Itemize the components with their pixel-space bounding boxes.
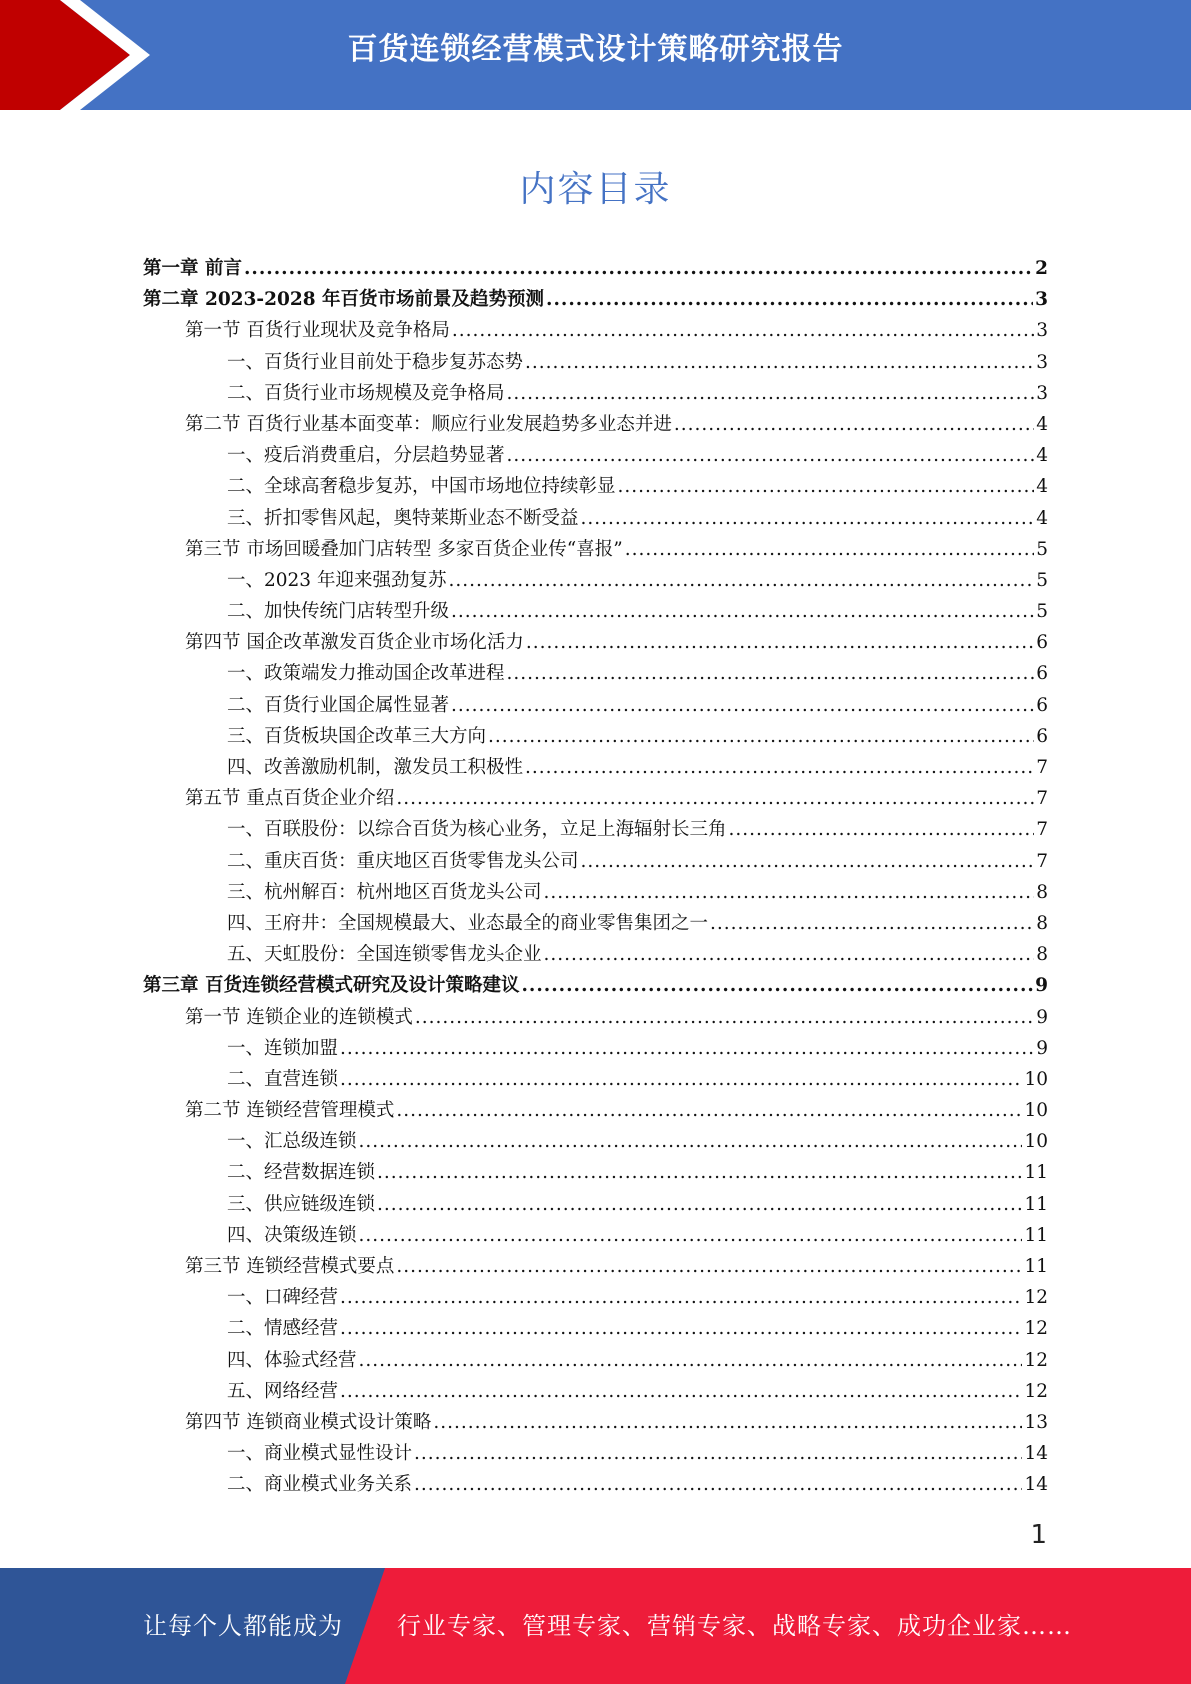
toc-entry[interactable]: [143, 1189, 1048, 1220]
toc-dot-leader: [546, 284, 1033, 315]
toc-entry[interactable]: [143, 846, 1048, 877]
toc-entry-page: 12: [1024, 1349, 1048, 1371]
toc-dot-leader: [674, 409, 1034, 440]
toc-entry-title: 第一章 前言: [143, 258, 242, 279]
toc-entry[interactable]: [143, 783, 1048, 814]
toc-entry-page: 4: [1036, 413, 1048, 435]
toc-entry[interactable]: [143, 1033, 1048, 1064]
toc-entry-title: 四、体验式经营: [227, 1349, 357, 1371]
toc-entry-page: 12: [1024, 1318, 1048, 1340]
toc-entry-page: 3: [1035, 289, 1048, 311]
toc-entry-title: 三、百货板块国企改革三大方向: [227, 725, 487, 747]
toc-entry-title: 五、天虹股份：全国连锁零售龙头企业: [227, 944, 542, 966]
toc-entry-page: 8: [1036, 912, 1048, 934]
toc-entry[interactable]: [143, 1002, 1048, 1033]
toc-entry-page: 11: [1024, 1256, 1048, 1277]
toc-entry-title: 二、经营数据连锁: [227, 1162, 376, 1184]
toc-entry[interactable]: [143, 908, 1048, 939]
toc-entry-title: 一、政策端发力推动国企改革进程: [227, 663, 505, 685]
toc-entry[interactable]: [143, 627, 1048, 658]
page-number: 1: [1030, 1520, 1047, 1550]
toc-entry-page: 4: [1036, 507, 1048, 529]
toc-entry[interactable]: [143, 315, 1048, 346]
toc-entry[interactable]: [143, 1313, 1048, 1344]
toc-dot-leader: [507, 378, 1035, 409]
toc-entry-title: 一、商业模式显性设计: [227, 1443, 413, 1465]
toc-dot-leader: [521, 970, 1033, 1001]
toc-entry-page: 10: [1024, 1068, 1048, 1090]
toc-entry-title: 五、网络经营: [227, 1380, 339, 1402]
toc-dot-leader: [433, 1407, 1022, 1438]
toc-entry-title: 第三节 市场回暖叠加门店转型 多家百货企业传“喜报”: [185, 538, 623, 560]
toc-entry-page: 7: [1036, 819, 1048, 841]
toc-entry-page: 10: [1024, 1100, 1048, 1122]
toc-entry-title: 一、百联股份：以综合百货为核心业务，立足上海辐射长三角: [227, 819, 727, 841]
toc-dot-leader: [525, 752, 1034, 783]
toc-dot-leader: [581, 503, 1035, 534]
toc-entry-title: 一、2023 年迎来强劲复苏: [227, 569, 447, 591]
toc-entry[interactable]: [143, 1251, 1048, 1282]
toc-dot-leader: [340, 1033, 1034, 1064]
toc-entry-title: 第二节 百货行业基本面变革：顺应行业发展趋势多业态并进: [185, 413, 672, 435]
toc-dot-leader: [340, 1376, 1022, 1407]
toc-entry[interactable]: [143, 1126, 1048, 1157]
toc-entry[interactable]: [143, 1407, 1048, 1438]
toc-entry-title: 一、疫后消费重启，分层趋势显著: [227, 445, 505, 467]
toc-heading: 内容目录: [519, 169, 672, 210]
toc-entry-title: 二、加快传统门店转型升级: [227, 601, 450, 623]
toc-entry-page: 4: [1036, 445, 1048, 467]
toc-entry-page: 4: [1036, 476, 1048, 498]
toc-entry[interactable]: [143, 721, 1048, 752]
toc-entry-title: 二、情感经营: [227, 1318, 339, 1340]
toc-entry-title: 一、口碑经营: [227, 1287, 339, 1309]
toc-entry[interactable]: [143, 534, 1048, 565]
toc-dot-leader: [340, 1313, 1022, 1344]
toc-entry-page: 11: [1024, 1193, 1048, 1215]
toc-entry-title: 二、重庆百货：重庆地区百货零售龙头公司: [227, 850, 579, 872]
toc-entry[interactable]: [143, 658, 1048, 689]
toc-entry-title: 一、百货行业目前处于稳步复苏态势: [227, 351, 524, 373]
toc-entry-page: 5: [1036, 601, 1048, 623]
toc-entry-page: 6: [1036, 663, 1048, 685]
toc-dot-leader: [377, 1189, 1022, 1220]
toc-entry[interactable]: [143, 1438, 1048, 1469]
toc-entry[interactable]: [143, 284, 1048, 315]
toc-entry-title: 第三节 连锁经营模式要点: [185, 1256, 395, 1277]
toc-dot-leader: [526, 627, 1034, 658]
toc-entry-title: 四、王府井：全国规模最大、业态最全的商业零售集团之一: [227, 912, 709, 934]
toc-entry[interactable]: [143, 877, 1048, 908]
toc-dot-leader: [451, 690, 1034, 721]
toc-entry-page: 6: [1036, 632, 1048, 654]
toc-entry-page: 6: [1036, 725, 1048, 747]
toc-entry-page: 10: [1024, 1131, 1048, 1153]
page-footer: [0, 1568, 1191, 1684]
toc-entry-title: 第一节 连锁企业的连锁模式: [185, 1006, 413, 1028]
toc-entry[interactable]: [143, 970, 1048, 1001]
toc-entry[interactable]: [143, 1157, 1048, 1188]
toc-entry-page: 3: [1036, 351, 1048, 373]
toc-entry-title: 第二章 2023-2028 年百货市场前景及趋势预测: [143, 289, 545, 311]
toc-entry[interactable]: [143, 1376, 1048, 1407]
toc-entry-page: 11: [1024, 1224, 1048, 1246]
toc-entry-page: 9: [1036, 1006, 1048, 1028]
toc-entry-title: 第四节 连锁商业模式设计策略: [185, 1411, 432, 1433]
toc-entry[interactable]: [143, 596, 1048, 627]
toc-dot-leader: [414, 1469, 1022, 1500]
toc-entry-page: 7: [1036, 850, 1048, 872]
toc-entry-title: 三、折扣零售风起，奥特莱斯业态不断受益: [227, 507, 579, 529]
toc-entry[interactable]: [143, 814, 1048, 845]
toc-dot-leader: [396, 1095, 1022, 1126]
toc-entry-page: 9: [1036, 1037, 1048, 1059]
toc-entry-page: 6: [1036, 694, 1048, 716]
toc-dot-leader: [396, 783, 1034, 814]
toc-entry-title: 第二节 连锁经营管理模式: [185, 1100, 395, 1122]
toc-dot-leader: [544, 939, 1035, 970]
toc-entry-title: 第五节 重点百货企业介绍: [185, 788, 395, 810]
toc-dot-leader: [488, 721, 1034, 752]
toc-entry[interactable]: [143, 565, 1048, 596]
toc-dot-leader: [414, 1438, 1022, 1469]
toc-dot-leader: [415, 1002, 1034, 1033]
toc-entry-title: 第一节 百货行业现状及竞争格局: [185, 320, 450, 342]
toc-dot-leader: [359, 1345, 1023, 1376]
footer-slogan-right: 行业专家、管理专家、营销专家、战略专家、成功企业家……: [397, 1612, 1072, 1640]
toc-entry-page: 8: [1036, 944, 1048, 966]
toc-dot-leader: [729, 814, 1035, 845]
toc-entry[interactable]: [143, 690, 1048, 721]
toc-dot-leader: [710, 908, 1034, 939]
toc-entry[interactable]: [143, 1220, 1048, 1251]
toc-dot-leader: [244, 253, 1033, 284]
toc-entry[interactable]: [143, 1282, 1048, 1313]
toc-entry-page: 11: [1024, 1162, 1048, 1184]
toc-dot-leader: [377, 1157, 1022, 1188]
toc-dot-leader: [625, 534, 1035, 565]
toc-dot-leader: [359, 1126, 1023, 1157]
toc-dot-leader: [581, 846, 1035, 877]
toc-dot-leader: [507, 440, 1035, 471]
toc-entry[interactable]: [143, 752, 1048, 783]
toc-dot-leader: [396, 1251, 1022, 1282]
toc-entry[interactable]: [143, 378, 1048, 409]
header-title: 百货连锁经营模式设计策略研究报告: [347, 32, 844, 67]
toc-entry-title: 二、全球高奢稳步复苏，中国市场地位持续彰显: [227, 476, 616, 498]
toc-entry-page: 8: [1036, 881, 1048, 903]
toc-entry[interactable]: [143, 939, 1048, 970]
toc-entry-title: 第三章 百货连锁经营模式研究及设计策略建议: [143, 975, 520, 997]
toc-dot-leader: [544, 877, 1035, 908]
toc-dot-leader: [359, 1220, 1023, 1251]
toc-entry-page: 14: [1024, 1474, 1048, 1496]
toc-entry-page: 9: [1035, 975, 1048, 997]
toc-entry-title: 一、汇总级连锁: [227, 1131, 357, 1153]
toc-entry[interactable]: [143, 253, 1048, 284]
toc-entry[interactable]: [143, 1095, 1048, 1126]
toc-dot-leader: [448, 565, 1034, 596]
toc-entry-page: 5: [1036, 538, 1048, 560]
toc-entry[interactable]: [143, 1064, 1048, 1095]
toc-entry-page: 7: [1036, 757, 1048, 778]
toc-entry-page: 3: [1036, 382, 1048, 404]
toc-entry-page: 7: [1036, 788, 1048, 810]
toc-entry-page: 5: [1036, 569, 1048, 591]
toc-entry-title: 二、百货行业国企属性显著: [227, 694, 450, 716]
toc-entry[interactable]: [143, 347, 1048, 378]
toc-dot-leader: [340, 1064, 1022, 1095]
table-of-contents: [143, 253, 1048, 1501]
toc-entry-title: 四、改善激励机制，激发员工积极性: [227, 757, 524, 778]
page-header: [0, 0, 1191, 110]
toc-entry-page: 14: [1024, 1443, 1048, 1465]
toc-dot-leader: [618, 471, 1035, 502]
toc-entry[interactable]: [143, 440, 1048, 471]
toc-entry-page: 3: [1036, 320, 1048, 342]
toc-entry-title: 二、直营连锁: [227, 1068, 339, 1090]
toc-entry-title: 三、杭州解百：杭州地区百货龙头公司: [227, 881, 542, 903]
toc-entry-page: 2: [1035, 258, 1048, 279]
toc-dot-leader: [452, 315, 1034, 346]
toc-entry-page: 12: [1024, 1287, 1048, 1309]
toc-dot-leader: [451, 596, 1034, 627]
toc-dot-leader: [525, 347, 1034, 378]
toc-entry-title: 二、商业模式业务关系: [227, 1474, 413, 1496]
toc-entry-title: 四、决策级连锁: [227, 1224, 357, 1246]
toc-entry-page: 12: [1024, 1380, 1048, 1402]
toc-entry-title: 三、供应链级连锁: [227, 1193, 376, 1215]
toc-dot-leader: [340, 1282, 1022, 1313]
toc-entry[interactable]: [143, 503, 1048, 534]
toc-entry-title: 第四节 国企改革激发百货企业市场化活力: [185, 632, 524, 654]
toc-entry[interactable]: [143, 409, 1048, 440]
toc-entry[interactable]: [143, 471, 1048, 502]
toc-entry-page: 13: [1024, 1411, 1048, 1433]
toc-dot-leader: [507, 658, 1035, 689]
toc-entry[interactable]: [143, 1345, 1048, 1376]
toc-entry-title: 二、百货行业市场规模及竞争格局: [227, 382, 505, 404]
footer-slogan-left: 让每个人都能成为: [143, 1612, 343, 1640]
toc-entry-title: 一、连锁加盟: [227, 1037, 339, 1059]
toc-entry[interactable]: [143, 1469, 1048, 1500]
